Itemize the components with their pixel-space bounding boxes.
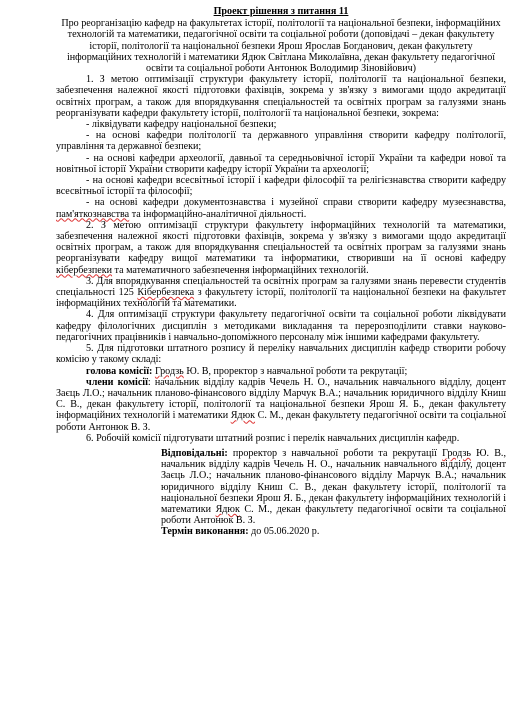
commission-members-label: члени комісії <box>86 376 148 388</box>
bullet-5-end: та інформаційно-аналітичної діяльності. <box>129 208 307 220</box>
spellcheck-word: Ядюк <box>230 410 256 422</box>
paragraph-3 <box>56 276 506 310</box>
bullet-3: - на основі кафедри археології, давньої та середньовічної історії України та кафедри нової та новітньої історії України створити кафедру історії України та археології; <box>56 152 506 175</box>
commission-members-end: С. М., декан факультету педагогічної освіти та соціальної роботи Антонюк В. З. <box>56 410 506 433</box>
bullet-4: - на основі кафедри всесвітньої історії і кафедри філософії та релігієзнавства створити кафедру всесвітньої історії та філософії; <box>56 175 506 198</box>
document-page <box>56 6 506 538</box>
commission-head-label: голова комісії <box>86 365 150 377</box>
responsible-mid: Ю. В., начальник відділу кадрів Чечель Н. О., начальник навчального відділу, доцент Заєць Л.О.; начальник планово-фінансового відділу Марчук В.А.; начальник юридичного відділу Книш С. В., декан факультету історії, політології та національної безпеки Ярош Я. Б., декан факультету інформаційних технологій і математики <box>161 447 506 515</box>
paragraph-4: 4. Для оптимізації структури факультету педагогічної освіти та соціальної роботи ліквідувати кафедру філологічних дисциплін з методиками викладання та перерозподілити ставки науково-педагогічних працівників і навчально-допоміжного персоналу між іншими кафедрами факультету. <box>56 309 506 343</box>
deadline <box>161 526 506 537</box>
bullet-1: - ліквідувати кафедру національної безпеки; <box>86 119 277 131</box>
spellcheck-word: Гродзь <box>154 365 184 377</box>
spellcheck-word: пам'яткознавства <box>56 208 130 220</box>
paragraph-1: 1. З метою оптимізації структури факультету історії, політології та національної безпеки, забезпечення належної якості підготовки фахівців, зокрема у зв'язку з вимогами щодо акредитації освітніх програм, а також для впорядкування спеціальностей та освітніх програм за галузями знань реорганізувати кафедри факультету історії, політології та національної безпеки, зокрема: <box>56 74 506 119</box>
spellcheck-word: Кібербезпека <box>137 287 195 299</box>
document-title: Проект рішення з питання 11 <box>213 6 349 17</box>
commission-head: голова комісії: Гродзь Ю. В, проректор з навчальної роботи та рекрутації; <box>86 365 408 377</box>
paragraph-3-end: з факультету історії, політології та національної безпеки на факультет інформаційних технологій та математики. <box>56 287 506 310</box>
paragraph-2 <box>56 220 506 276</box>
responsible-end: С. М., декан факультету педагогічної освіти та соціальної роботи Антонюк В. З. <box>161 503 507 527</box>
commission-members-start: : начальник відділу кадрів Чечель Н. О., начальник навчального відділу, доцент Заєць Л.О.; начальник планово-фінансового відділу Марчук В.А.; начальник юридичного відділу Книш С. В., декан факультету історії, політології та національної безпеки Ярош Я. Б., декан факультету інформаційних технологій і математики <box>56 376 506 422</box>
deadline-label: Термін виконання: <box>161 526 249 538</box>
commission-head-rest: Ю. В, проректор з навчальної роботи та рекрутації; <box>183 365 408 377</box>
responsible-start: проректор з навчальної роботи та рекрутації <box>227 447 443 459</box>
responsible-label: Відповідальні: <box>161 447 228 459</box>
paragraph-6: 6. Робочій комісії підготувати штатний розпис і перелік навчальних дисциплін кафедр. <box>86 432 460 444</box>
paragraph-5: 5. Для підготовки штатного розпису й переліку навчальних дисциплін кафедр створити робочу комісію у такому складі: <box>56 343 506 366</box>
deadline-value: до 05.06.2020 р. <box>248 526 320 538</box>
bullet-2: - на основі кафедри політології та державного управління створити кафедру політології, управління та державної безпеки; <box>56 130 506 153</box>
commission-members <box>56 377 506 433</box>
paragraph-2-end: та математичного забезпечення інформаційних технологій. <box>112 264 369 276</box>
bullet-5-start: - на основі кафедри документознавства і музейної справи створити кафедру музеєзнавства, <box>86 197 506 209</box>
spellcheck-word: Ядюк <box>215 503 240 515</box>
document-subtitle: Про реорганізацію кафедр на факультетах історії, політології та національної безпеки, інформаційних технологій та математики, педагогічної освіти та соціальної роботи (доповідачі – декан факультету історії, політології та національної безпеки Ярош Ярослав Богданович, декан факультету інформаційних технологій і математики Ядюк Світлана Миколаївна, декан факультету педагогічної освіти та соціальної роботи Антонюк Володимир Зіновійович) <box>61 18 501 75</box>
bullet-5 <box>56 197 506 219</box>
paragraph-2-start: 2. З метою оптимізації структури факультету інформаційних технологій та математики, забезпечення належної якості підготовки фахівців, зокрема у зв'язку з вимогами щодо акредитації освітніх програм, а також для впорядкування спеціальностей та освітніх програм за галузями знань реорганізувати кафедру вищої математики та інформатики, створивши на її основі кафедру <box>56 219 506 265</box>
spellcheck-word: Гродзь <box>442 447 471 459</box>
paragraph-3-start: 3. Для впорядкування спеціальностей та освітніх програм за галузями знань перевести студентів спеціальності 125 <box>56 275 506 299</box>
responsible-block <box>161 448 506 526</box>
spellcheck-word: кібербезпеки <box>56 264 113 276</box>
